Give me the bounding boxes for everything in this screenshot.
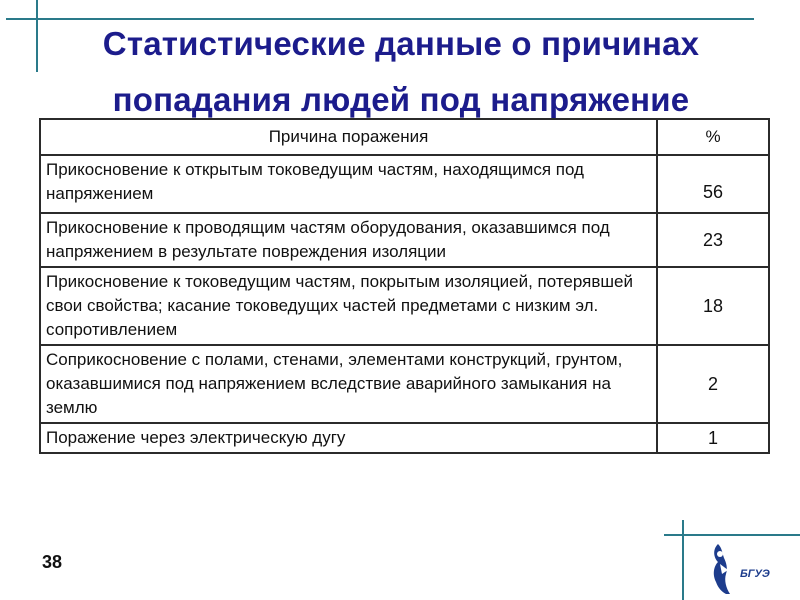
reason-cell: Прикосновение к проводящим частям оборудования, оказавшимся под напряжением в результате повреждения изоляции — [40, 213, 657, 267]
reason-cell: Прикосновение к токоведущим частям, покрытым изоляцией, потерявшей свои свойства; касание токоведущих частей предметами с низким эл. сопротивлением — [40, 267, 657, 345]
table-row — [40, 423, 769, 453]
reason-cell: Прикосновение к открытым токоведущим частям, находящимся под напряжением — [40, 155, 657, 213]
table-row — [40, 213, 769, 267]
statistics-table — [39, 118, 770, 454]
table-row — [40, 345, 769, 423]
percent-cell: 23 — [657, 213, 769, 267]
reason-cell: Поражение через электрическую дугу — [40, 423, 657, 453]
logo-horizontal-line — [664, 534, 800, 536]
header-reason: Причина поражения — [40, 119, 657, 155]
percent-cell: 1 — [657, 423, 769, 453]
slide-title — [36, 16, 766, 128]
logo-text: БГУЭ — [740, 568, 770, 580]
percent-cell: 2 — [657, 345, 769, 423]
reason-cell: Соприкосновение с полами, стенами, элементами конструкций, грунтом, оказавшимися под напряжением вследствие аварийного замыкания на землю — [40, 345, 657, 423]
logo-vertical-line — [682, 520, 684, 600]
page-number: 38 — [42, 552, 63, 572]
table-header-row — [40, 119, 769, 155]
header-percent: % — [657, 119, 769, 155]
slide-title-line-2: попадания людей под напряжение — [112, 81, 690, 118]
table-row — [40, 267, 769, 345]
table-row — [40, 155, 769, 213]
percent-cell: 56 — [657, 155, 769, 213]
slide-title-line-1: Статистические данные о причинах — [102, 25, 700, 62]
percent-cell: 18 — [657, 267, 769, 345]
